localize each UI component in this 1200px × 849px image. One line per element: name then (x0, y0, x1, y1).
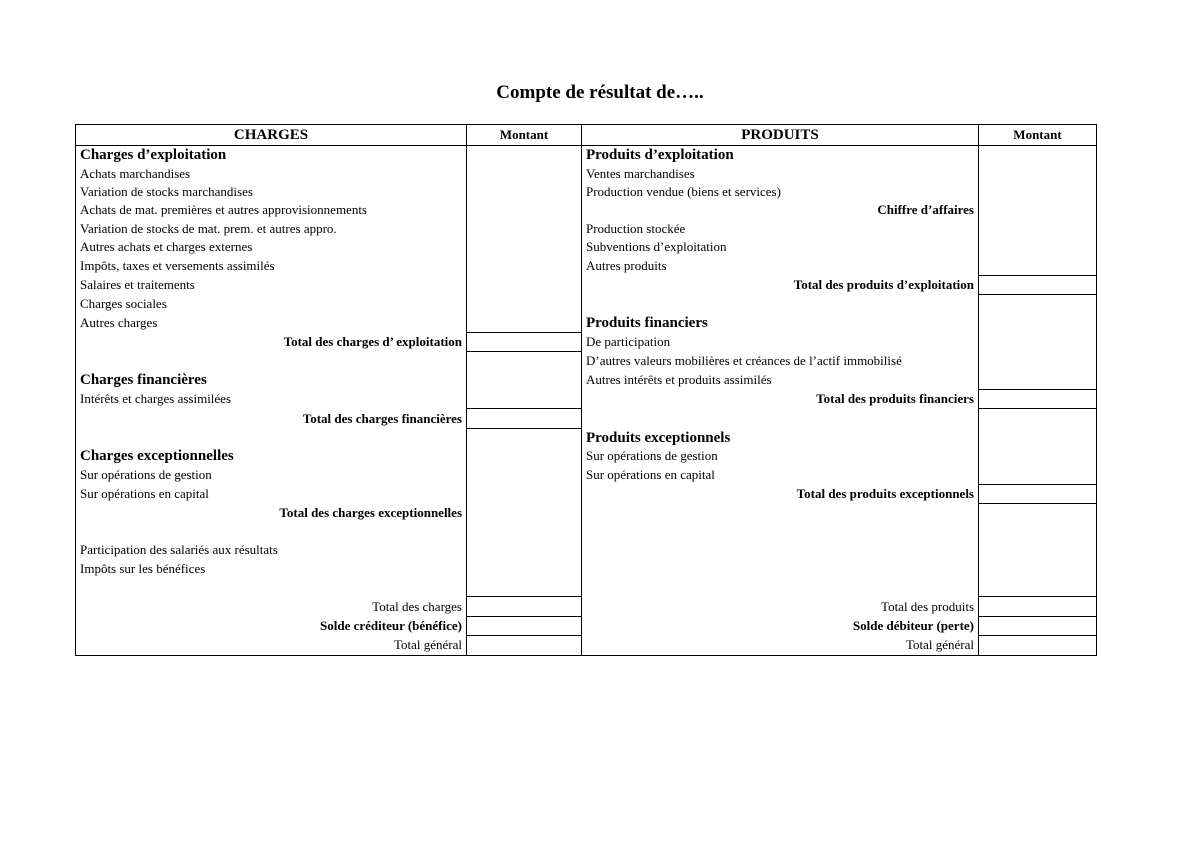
income-statement-table (75, 124, 1097, 656)
table-row (76, 504, 1097, 523)
table-row (76, 485, 1097, 504)
produits-amount-cell[interactable] (979, 220, 1097, 238)
produits-amount-cell[interactable] (979, 616, 1097, 635)
produits-label: Produits financiers (582, 314, 979, 333)
charges-amount-cell[interactable] (467, 164, 582, 182)
produits-amount-cell[interactable] (979, 597, 1097, 616)
charges-label: Autres charges (76, 314, 467, 333)
charges-amount-cell[interactable] (467, 390, 582, 409)
charges-amount-cell[interactable] (467, 352, 582, 371)
produits-amount-cell[interactable] (979, 636, 1097, 655)
charges-label: Solde créditeur (bénéfice) (76, 616, 467, 635)
produits-label (582, 504, 979, 523)
charges-amount-cell[interactable] (467, 409, 582, 428)
page-title: Compte de résultat de….. (496, 82, 704, 103)
charges-label: Salaires et traitements (76, 275, 467, 294)
charges-amount-cell[interactable] (467, 371, 582, 390)
charges-amount-cell[interactable] (467, 447, 582, 465)
charges-label: Sur opérations en capital (76, 485, 467, 504)
table-row (76, 523, 1097, 541)
charges-label (76, 523, 467, 541)
charges-amount-cell[interactable] (467, 428, 582, 447)
table-row (76, 466, 1097, 485)
charges-label: Charges d’exploitation (76, 146, 467, 165)
table-row (76, 352, 1097, 371)
produits-label: Chiffre d’affaires (582, 201, 979, 219)
produits-amount-cell[interactable] (979, 523, 1097, 541)
charges-amount-cell[interactable] (467, 275, 582, 294)
table-row (76, 220, 1097, 238)
produits-amount-cell[interactable] (979, 146, 1097, 165)
table-row (76, 560, 1097, 578)
charges-label: Autres achats et charges externes (76, 238, 467, 256)
table-body (76, 146, 1097, 656)
table-row (76, 332, 1097, 351)
charges-amount-cell[interactable] (467, 220, 582, 238)
produits-label: Total des produits financiers (582, 390, 979, 409)
charges-amount-cell[interactable] (467, 238, 582, 256)
produits-amount-cell[interactable] (979, 352, 1097, 371)
charges-label: Variation de stocks de mat. prem. et autres appro. (76, 220, 467, 238)
table-row (76, 146, 1097, 165)
montant-header-right: Montant (979, 125, 1097, 146)
charges-label: Variation de stocks marchandises (76, 183, 467, 201)
table-row (76, 183, 1097, 201)
charges-amount-cell[interactable] (467, 504, 582, 523)
produits-amount-cell[interactable] (979, 314, 1097, 333)
charges-amount-cell[interactable] (467, 636, 582, 655)
charges-label: Total des charges d’ exploitation (76, 332, 467, 351)
charges-amount-cell[interactable] (467, 466, 582, 485)
table-row (76, 616, 1097, 635)
produits-label (582, 409, 979, 428)
charges-amount-cell[interactable] (467, 616, 582, 635)
produits-label: Production vendue (biens et services) (582, 183, 979, 201)
produits-label: D’autres valeurs mobilières et créances de l’actif immobilisé (582, 352, 979, 371)
table-row (76, 295, 1097, 314)
produits-label: Ventes marchandises (582, 164, 979, 182)
produits-label: Subventions d’exploitation (582, 238, 979, 256)
charges-label (76, 578, 467, 597)
produits-amount-cell[interactable] (979, 447, 1097, 465)
produits-label: De participation (582, 332, 979, 351)
charges-amount-cell[interactable] (467, 201, 582, 219)
produits-label: Production stockée (582, 220, 979, 238)
charges-label: Impôts, taxes et versements assimilés (76, 256, 467, 275)
table-row (76, 541, 1097, 559)
table-row (76, 597, 1097, 616)
charges-amount-cell[interactable] (467, 314, 582, 333)
charges-label: Total des charges financières (76, 409, 467, 428)
montant-header-left: Montant (467, 125, 582, 146)
produits-label: Total des produits exceptionnels (582, 485, 979, 504)
produits-label: Sur opérations de gestion (582, 447, 979, 465)
charges-amount-cell[interactable] (467, 256, 582, 275)
charges-label: Charges sociales (76, 295, 467, 314)
produits-amount-cell[interactable] (979, 409, 1097, 428)
table-row (76, 409, 1097, 428)
produits-amount-cell[interactable] (979, 275, 1097, 294)
produits-amount-cell[interactable] (979, 390, 1097, 409)
charges-amount-cell[interactable] (467, 332, 582, 351)
produits-label: Produits d’exploitation (582, 146, 979, 165)
charges-label: Sur opérations de gestion (76, 466, 467, 485)
produits-amount-cell[interactable] (979, 428, 1097, 447)
produits-amount-cell[interactable] (979, 504, 1097, 523)
charges-label: Charges exceptionnelles (76, 447, 467, 465)
charges-amount-cell[interactable] (467, 578, 582, 597)
charges-label: Achats de mat. premières et autres approvisionnements (76, 201, 467, 219)
table-row (76, 636, 1097, 655)
table-row (76, 275, 1097, 294)
table-row (76, 201, 1097, 219)
charges-header: CHARGES (76, 125, 467, 146)
charges-amount-cell[interactable] (467, 485, 582, 504)
produits-label: Autres produits (582, 256, 979, 275)
table-row (76, 164, 1097, 182)
charges-amount-cell[interactable] (467, 597, 582, 616)
produits-label (582, 578, 979, 597)
charges-label: Achats marchandises (76, 164, 467, 182)
produits-label (582, 541, 979, 559)
charges-label (76, 352, 467, 371)
produits-label: Sur opérations en capital (582, 466, 979, 485)
produits-amount-cell[interactable] (979, 295, 1097, 314)
charges-label: Participation des salariés aux résultats (76, 541, 467, 559)
table-row (76, 256, 1097, 275)
produits-amount-cell[interactable] (979, 371, 1097, 390)
charges-amount-cell[interactable] (467, 523, 582, 541)
charges-label: Total des charges (76, 597, 467, 616)
table-row (76, 238, 1097, 256)
charges-amount-cell[interactable] (467, 560, 582, 578)
produits-amount-cell[interactable] (979, 541, 1097, 559)
produits-amount-cell[interactable] (979, 238, 1097, 256)
table-row (76, 390, 1097, 409)
produits-label: Total général (582, 636, 979, 655)
charges-amount-cell[interactable] (467, 295, 582, 314)
produits-label: Total des produits d’exploitation (582, 275, 979, 294)
charges-label: Charges financières (76, 371, 467, 390)
produits-amount-cell[interactable] (979, 485, 1097, 504)
produits-amount-cell[interactable] (979, 164, 1097, 182)
table-row (76, 428, 1097, 447)
produits-amount-cell[interactable] (979, 201, 1097, 219)
produits-amount-cell[interactable] (979, 560, 1097, 578)
produits-amount-cell[interactable] (979, 256, 1097, 275)
produits-header: PRODUITS (582, 125, 979, 146)
charges-amount-cell[interactable] (467, 541, 582, 559)
charges-label: Total des charges exceptionnelles (76, 504, 467, 523)
table-row (76, 447, 1097, 465)
produits-label: Total des produits (582, 597, 979, 616)
charges-amount-cell[interactable] (467, 183, 582, 201)
table-row (76, 578, 1097, 597)
produits-amount-cell[interactable] (979, 332, 1097, 351)
produits-label (582, 295, 979, 314)
charges-label (76, 428, 467, 447)
produits-amount-cell[interactable] (979, 466, 1097, 485)
produits-label: Autres intérêts et produits assimilés (582, 371, 979, 390)
table-row (76, 314, 1097, 333)
produits-label: Solde débiteur (perte) (582, 616, 979, 635)
charges-label: Total général (76, 636, 467, 655)
produits-label: Produits exceptionnels (582, 428, 979, 447)
table-row (76, 371, 1097, 390)
produits-label (582, 560, 979, 578)
produits-amount-cell[interactable] (979, 578, 1097, 597)
charges-label: Intérêts et charges assimilées (76, 390, 467, 409)
produits-label (582, 523, 979, 541)
charges-amount-cell[interactable] (467, 146, 582, 165)
table-header-row (76, 125, 1097, 146)
produits-amount-cell[interactable] (979, 183, 1097, 201)
charges-label: Impôts sur les bénéfices (76, 560, 467, 578)
